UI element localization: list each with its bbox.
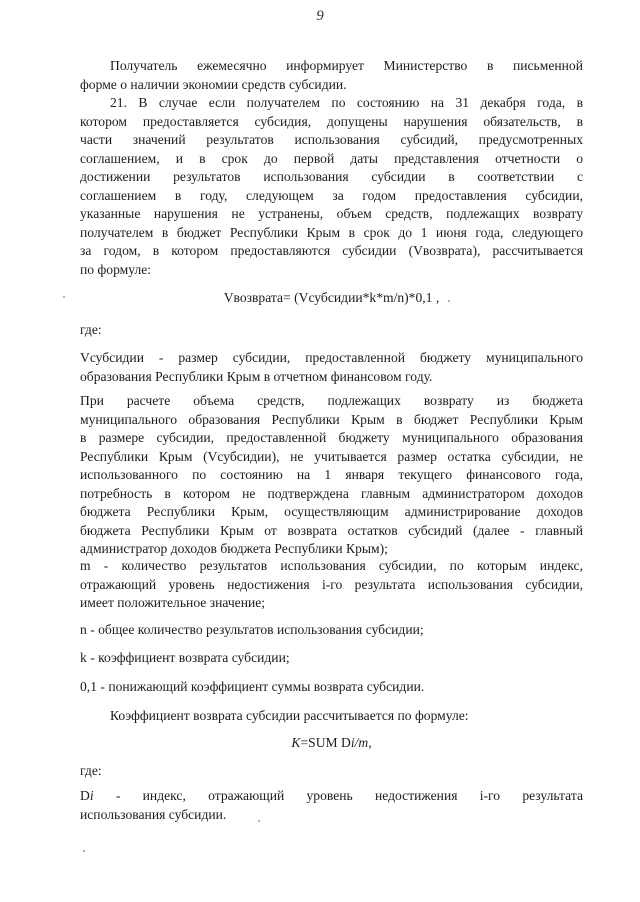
text-line: по формуле: — [80, 261, 152, 277]
text-line: соглашением, и в срок до первой даты представления отчетности о — [80, 150, 583, 166]
text-line: m - количество результатов использования субсидии, по которым индекс, — [80, 558, 583, 573]
where-label: где: — [80, 322, 102, 337]
page-number: 9 — [316, 8, 324, 24]
formula-return-volume: Vвозврата= (Vсубсидии*k*m/n)*0,1 , — [223, 290, 440, 305]
definition-di — [80, 787, 583, 824]
text-line: администратор доходов бюджета Республики Крым); — [80, 541, 388, 556]
coefficient-intro: Коэффициент возврата субсидии рассчитывается по формуле: — [110, 708, 469, 723]
text-line: достижении результатов использования субсидии в соответствии с — [80, 169, 583, 184]
definition-v-subsidy — [80, 349, 583, 386]
text-line: Республики Крым (Vсубсидии), не учитывается размер остатка субсидии, не — [80, 448, 583, 464]
text-line: за годом, в котором предоставляются субсидии (Vвозврата), рассчитывается — [80, 243, 583, 258]
text-line — [80, 787, 583, 806]
text-line: Получатель ежемесячно информирует Министерство в письменной — [110, 58, 583, 73]
scan-speck — [448, 300, 450, 302]
text-line: образования Республики Крым в отчетном финансовом году. — [80, 368, 433, 384]
formula-sum-text: =SUM D — [300, 735, 351, 750]
text-line: в размере субсидии, предоставленной бюджету муниципального образования — [80, 430, 583, 445]
definition-m — [80, 557, 583, 613]
where-label-2: где: — [80, 763, 102, 778]
text-line: При расчете объема средств, подлежащих возврату из бюджета — [80, 393, 583, 408]
scan-speck — [258, 820, 260, 822]
paragraph-item-21 — [80, 94, 583, 279]
text-line: 21. В случае если получателем по состоянию на 31 декабря года, в — [110, 95, 583, 110]
di-definition-text: - индекс, отражающий уровень недостижения i-го результата — [93, 788, 583, 803]
text-line: котором предоставляется субсидия, допущены нарушения обязательств, в — [80, 113, 583, 129]
scan-speck — [63, 296, 65, 298]
di-symbol-d: D — [80, 788, 90, 803]
text-line: форме о наличии экономии средств субсидии. — [80, 76, 347, 92]
text-line: Vсубсидии - размер субсидии, предоставленной бюджету муниципального — [80, 350, 583, 365]
text-line: части значений результатов использования субсидий, предусмотренных — [80, 132, 583, 147]
text-line: бюджета Республики Крым, осуществляющим администрирование доходов — [80, 504, 583, 519]
text-line: использования субсидии. — [80, 806, 227, 822]
formula-coefficient — [80, 734, 583, 753]
text-line: использованного по состоянию на 1 января текущего финансового года, — [80, 467, 583, 482]
text-line: указанные нарушения не устранены, объем средств, подлежащих возврату — [80, 206, 583, 221]
definition-n: n - общее количество результатов использования субсидии; — [80, 622, 424, 637]
scan-speck — [83, 850, 85, 852]
paragraph-economy-report — [80, 57, 583, 94]
definition-reduction-coef: 0,1 - понижающий коэффициент суммы возврата субсидии. — [80, 679, 425, 694]
text-line: отражающий уровень недостижения i-го результата использования субсидии, — [80, 576, 583, 592]
paragraph-remainder-calc — [80, 392, 583, 559]
text-line: соглашением в году, следующем за годом предоставления субсидии, — [80, 187, 583, 203]
text-line: бюджета Республики Крым от возврата остатков субсидий (далее - главный — [80, 522, 583, 538]
text-line: потребность в котором не подтверждена главным администратором доходов — [80, 485, 583, 501]
formula-k-symbol: K — [291, 735, 301, 750]
formula-im-symbol: i/m — [350, 735, 369, 750]
formula-comma: , — [368, 735, 372, 750]
di-symbol-i: i — [89, 788, 94, 803]
text-line: получателем в бюджет Республики Крым в срок до 1 июня года, следующего — [80, 224, 583, 240]
definition-k: k - коэффициент возврата субсидии; — [80, 650, 290, 665]
text-line: муниципального образования Республики Крым в бюджет Республики Крым — [80, 411, 583, 427]
text-line: имеет положительное значение; — [80, 595, 266, 610]
